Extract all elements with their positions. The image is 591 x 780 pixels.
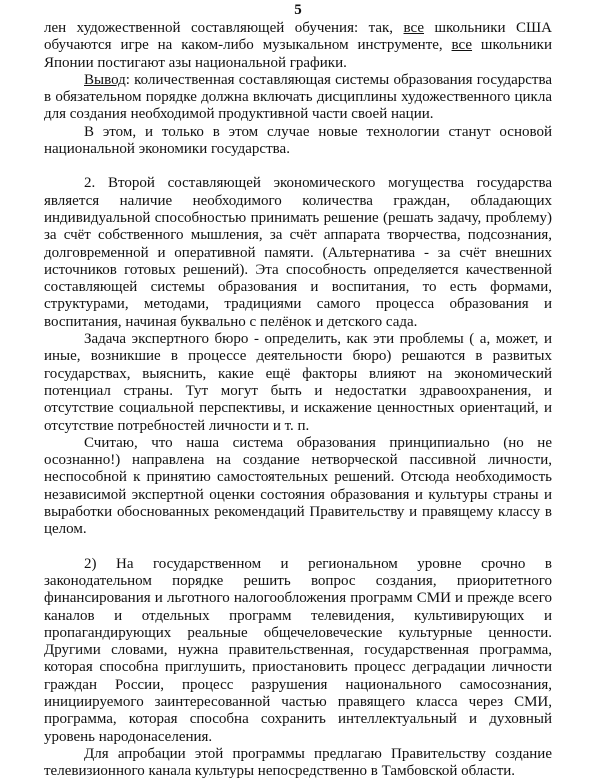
paragraph-media-program: 2) На государственном и региональном уровне срочно в законодательном порядке решить вопрос создания, приоритетного финансирования и льготного налогообложения программ СМИ и прежде всего каналов и отдельных программ телевидения, культивирующих и пропагандирующих реальные общечеловеческие культурные ценности. Другими словами, нужна правительственная, государственная программа, которая способна приглушить, приостановить процесс деградации личности граждан России, процесс разрушения национального самосознания, инициируемого заинтересованной частью правящего класса через СМИ, программа, которая способна сохранить интеллектуальный и духовный уровень народонаселения. [44,555,552,745]
emphasis-all: все [451,37,473,54]
paragraph-gap [44,539,552,556]
page-number: 5 [294,2,302,18]
paragraph-second-component: 2. Второй составляющей экономического могущества государства является наличие необходимого количества граждан, обладающих индивидуальной способностью принимать решение (решать задачу, проблему) за счёт собственного мышления, за счёт аппарата творчества, подсознания, долговременной и оперативной памяти. (Альтернатива - за счёт внешних источников готовых решений). Эта способность определяется качественной составляющей системы образования и воспитания, то есть формами, структурами, методами, традициями самого процесса образования и воспитания, начиная буквально с пелёнок и детского сада. [44,175,552,330]
emphasis-all: все [403,20,425,36]
paragraph-gap [44,158,552,175]
paragraph-expert-bureau-task: Задача экспертного бюро - определить, как эти проблемы ( а, может, и иные, возникшие в процессе деятельности бюро) решаются в развитых государствах, выяснить, какие ещё факторы влияют на экономический потенциал страны. Тут могут быть и недостатки здравоохранения, и отсутствие социальной перспективы, и искажение ценностных ориентаций, и отсутствие потребностей личности и т. п. [44,331,552,434]
conclusion-label: Вывод [84,71,126,88]
paragraph-text: лен художественной составляющей обучения: так, [44,20,404,36]
paragraph-text: школьники США обучаются игре на каком-либо музыкальном инструменте, [44,20,552,54]
document-page [44,2,552,780]
paragraph-new-technologies: В этом, и только в этом случае новые технологии станут основой национальной экономики государства. [44,123,552,158]
paragraph-conclusion [44,72,552,124]
paragraph-education-system: Считаю, что наша система образования принципиально (но не осознанно!) направлена на создание нетворческой пассивной личности, неспособной к принятию самостоятельных решений. Отсюда необходимость независимой экспертной оценки состояния образования и культуры страны и выработки обоснованных рекомендаций Правительству и правящему классу в целом. [44,434,552,538]
paragraph-text: : количественная составляющая системы образования государства в обязательном порядке должна включать дисциплины художественного цикла для создания необходимой продуктивной части своей нации. [44,71,552,123]
paragraph-tv-channel: Для апробации этой программы предлагаю Правительству создание телевизионного канала культуры непосредственно в Тамбовской области. [44,745,552,780]
paragraph-art-education [44,20,552,72]
paragraph-text: школьники Японии постигают азы национальной графики. [44,37,552,71]
